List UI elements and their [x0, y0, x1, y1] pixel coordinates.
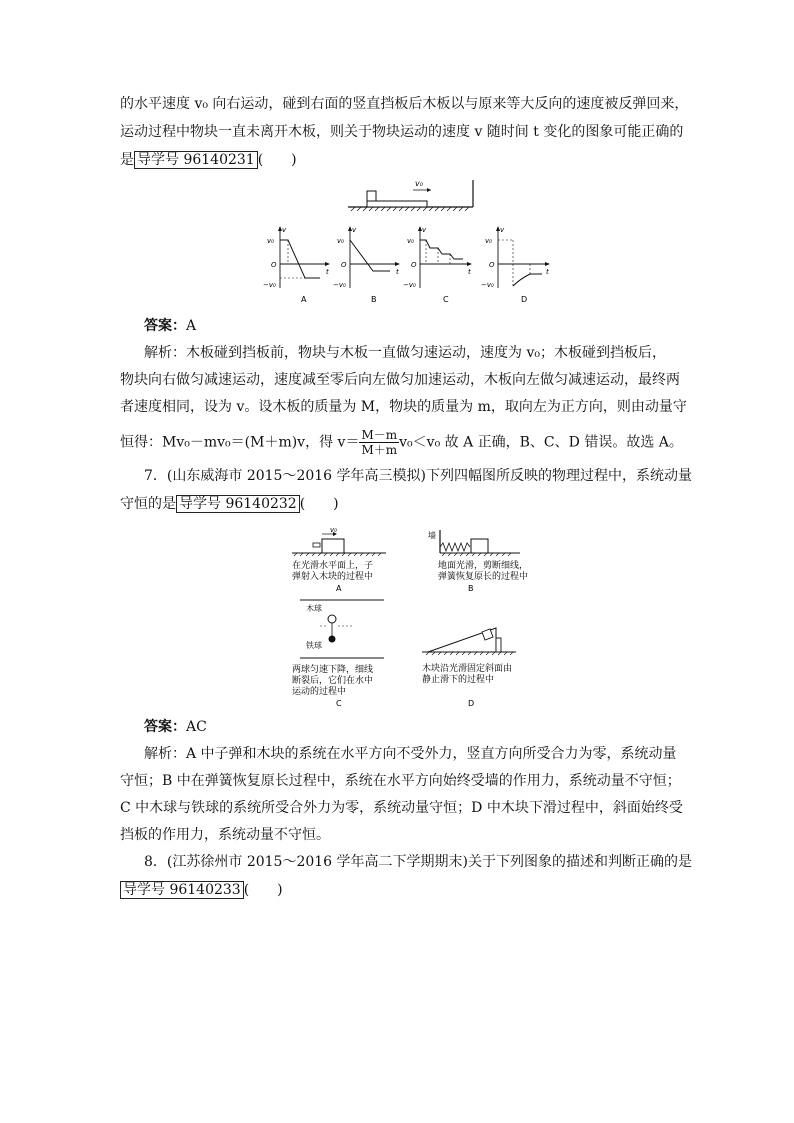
graph-a-label: A — [301, 295, 307, 304]
q6-text-line1: 的水平速度 v₀ 向右运动，碰到右面的竖直挡板后木板以与原来等大反向的速度被反弹回来， — [120, 96, 689, 112]
q6-frac-den: M＋m — [361, 443, 398, 457]
q7-analysis-text1: A 中子弹和木块的系统在水平方向不受外力，竖直方向所受合力为零，系统动量 — [186, 746, 677, 762]
q7-text-line2 — [120, 494, 339, 514]
q7-cap-a-1: 在光滑水平面上，子 — [292, 561, 374, 571]
q6-analysis-4 — [120, 428, 683, 457]
graph-d-o: O — [489, 261, 495, 269]
q7-cap-c-1: 两球匀速下降，细线 — [292, 665, 374, 675]
q7-fig-a-v0: v₀ — [330, 526, 337, 534]
q7-fig-d — [422, 628, 516, 708]
q6-analysis-4b: v₀＜v₀ 故 A 正确，B、C、D 错误。故选 A。 — [399, 434, 683, 451]
q6-analysis-1 — [144, 343, 666, 363]
q7-cap-d-2: 静止滑下的过程中 — [422, 675, 495, 685]
q7-analysis-3: C 中木球与铁球的系统所受合外力为零，系统动量守恒；D 中木块下滑过程中，斜面始终受 — [120, 800, 683, 816]
graph-b-neg-v0: −v₀ — [333, 281, 346, 289]
q6-arrow-head — [427, 188, 431, 192]
q7-label-b: B — [468, 584, 474, 593]
graph-b-label: B — [371, 295, 377, 304]
q6-answer-label: 答案： — [144, 318, 186, 334]
graph-d-v-label: v — [500, 226, 505, 234]
q7-wall-label: 墙 — [428, 531, 436, 540]
q7-cap-c-3: 运动的过程中 — [292, 687, 347, 697]
q8-text-line2 — [120, 880, 283, 900]
q7-code-link[interactable]: 导学号 96140232 — [176, 495, 300, 513]
q7-cap-b-2: 弹簧恢复原长的过程中 — [438, 572, 529, 582]
graph-c-neg-v0: −v₀ — [403, 281, 416, 289]
q7-label-a: A — [336, 584, 342, 593]
graph-d — [481, 226, 550, 304]
q7-label-c: C — [336, 699, 342, 708]
q6-graphs — [258, 224, 558, 308]
q7-analysis-label: 解析： — [144, 746, 186, 762]
q6-text-line2: 运动过程中物块一直未离开木板，则关于物块运动的速度 v 随时间 t 变化的图象可能正确的 — [120, 124, 684, 140]
q7-text-line1: 7．(山东威海市 2015～2016 学年高三模拟)下列四幅图所反映的物理过程中，系统动量 — [144, 468, 692, 484]
q7-cap-b-1: 地面光滑，剪断细线， — [438, 561, 529, 571]
q6-paren: ( ) — [257, 152, 297, 168]
graph-a-t-label: t — [326, 268, 329, 276]
graph-c — [403, 226, 472, 304]
q6-fraction — [359, 428, 399, 457]
q6-analysis-label: 解析： — [144, 345, 186, 361]
graph-d-label: D — [521, 295, 528, 304]
q7-analysis-1 — [144, 744, 677, 764]
q7-fig-a — [292, 526, 386, 593]
q7-line2-prefix: 守恒的是 — [120, 496, 176, 512]
q6-analysis-4a: 恒得：Mv₀－mv₀＝(M＋m)v，得 v＝ — [120, 434, 360, 451]
q7-analysis-4: 挡板的作用力，系统动量不守恒。 — [120, 827, 330, 843]
q6-block — [367, 191, 376, 201]
graph-c-t-label: t — [468, 268, 471, 276]
graph-a-v0: v₀ — [267, 237, 274, 245]
q7-iron-ball-label: 铁球 — [306, 641, 322, 650]
graph-c-label: C — [443, 295, 449, 304]
graph-c-v-label: v — [422, 226, 427, 234]
graph-a-v-label: v — [282, 226, 287, 234]
graph-b-o: O — [341, 261, 347, 269]
graph-a-o: O — [271, 261, 277, 269]
q6-frac-num: M－m — [361, 428, 398, 442]
graph-d-neg-v0: −v₀ — [481, 281, 494, 289]
q8-paren: ( ) — [243, 882, 283, 898]
q7-label-d: D — [468, 699, 475, 708]
q7-answer-value: AC — [186, 719, 207, 735]
q7-answer-label: 答案： — [144, 719, 186, 735]
q6-fig-v0: v₀ — [415, 179, 423, 188]
q6-answer-value: A — [186, 318, 197, 334]
q6-floor-hatch — [351, 207, 469, 211]
graph-d-v0: v₀ — [485, 237, 492, 245]
q6-text-line3 — [120, 150, 297, 170]
q7-cap-d-1: 木块沿光滑固定斜面由 — [422, 664, 513, 674]
q7-fig-c — [292, 600, 384, 708]
q6-board — [367, 201, 427, 207]
q6-code-link[interactable]: 导学号 96140231 — [134, 151, 258, 169]
graph-c-o: O — [411, 261, 417, 269]
graph-a-neg-v0: −v₀ — [263, 281, 276, 289]
q6-line3-prefix: 是 — [120, 152, 134, 168]
q7-wood-ball-label: 木球 — [306, 604, 322, 613]
q6-analysis-text1: 木板碰到挡板前，物块与木板一直做匀速运动，速度为 v₀；木板碰到挡板后， — [186, 345, 666, 361]
graph-a — [263, 226, 330, 304]
q8-code-link[interactable]: 导学号 96140233 — [120, 881, 244, 899]
q7-paren: ( ) — [299, 496, 339, 512]
q7-analysis-2: 守恒；B 中在弹簧恢复原长过程中，系统在水平方向始终受墙的作用力，系统动量不守恒； — [120, 773, 681, 789]
q7-cap-a-2: 弹射入木块的过程中 — [292, 572, 374, 582]
q6-setup-figure — [345, 176, 480, 216]
graph-c-v0: v₀ — [407, 237, 414, 245]
q7-cap-c-2: 断裂后，它们在水中 — [292, 676, 374, 686]
graph-b-t-label: t — [396, 268, 399, 276]
graph-b — [333, 226, 400, 304]
q8-text-line1: 8．(江苏徐州市 2015～2016 学年高二下学期期末)关于下列图象的描述和判断正确的是 — [144, 854, 692, 870]
q6-analysis-3: 者速度相同，设为 v。设木板的质量为 M，物块的质量为 m，取向左为正方向，则由动量守 — [120, 399, 687, 415]
q6-answer — [144, 316, 196, 336]
q7-fig-b — [428, 530, 528, 593]
graph-d-t-label: t — [546, 268, 549, 276]
graph-b-v0: v₀ — [337, 237, 344, 245]
q7-figure — [280, 526, 560, 712]
graph-b-v-label: v — [352, 226, 357, 234]
q7-answer — [144, 717, 207, 737]
q6-analysis-2: 物块向右做匀减速运动，速度减至零后向左做匀加速运动，木板向左做匀减速运动，最终两 — [120, 372, 680, 388]
